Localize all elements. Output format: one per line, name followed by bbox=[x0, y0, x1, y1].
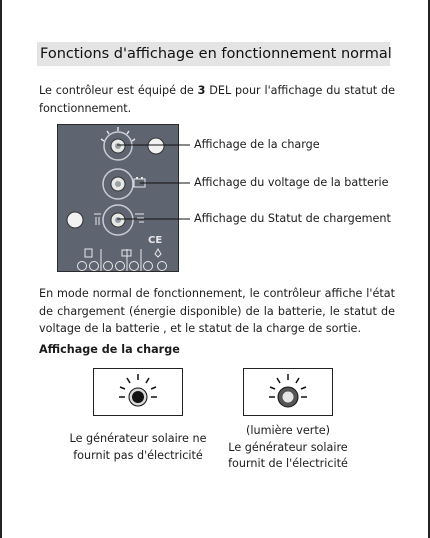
led-green-box bbox=[243, 368, 333, 416]
label-charge: Affichage de la charge bbox=[194, 138, 320, 151]
intro-paragraph bbox=[39, 82, 395, 117]
led-off-icon bbox=[94, 369, 182, 415]
controller-panel-drawing bbox=[58, 125, 180, 273]
section-title bbox=[37, 42, 390, 66]
led-off-caption: Le générateur solaire ne fournit pas d'électricité bbox=[69, 432, 207, 462]
charge-display-heading: Affichage de la charge bbox=[39, 343, 180, 356]
status-led-indicator-icon bbox=[67, 212, 83, 228]
intro-text-start: Le contrôleur est équipé de bbox=[39, 84, 198, 97]
label-charging-status: Affichage du Statut de chargement bbox=[194, 212, 391, 225]
terminal-icons bbox=[85, 249, 161, 257]
section-title-text: Fonctions d'affichage en fonctionnement normal bbox=[40, 46, 392, 62]
led-green-icon bbox=[244, 369, 332, 415]
body-paragraph: En mode normal de fonctionnement, le contrôleur affiche l'état de chargement (énergie disponible) de la batterie, le statut de voltage de la batterie , et le statut de la charge de sortie. bbox=[39, 287, 395, 335]
charge-led-icon bbox=[101, 127, 135, 160]
charge-led-indicator-icon bbox=[148, 138, 164, 154]
controller-panel-image bbox=[57, 124, 179, 272]
page-border-left bbox=[0, 0, 2, 538]
label-battery-voltage: Affichage du voltage de la batterie bbox=[194, 176, 389, 189]
status-led-icon bbox=[94, 205, 144, 235]
ce-mark: CE bbox=[148, 235, 163, 246]
led-green-caption: (lumière verte) Le générateur solaire fournit de l'électricité bbox=[228, 424, 348, 470]
intro-led-count: 3 bbox=[197, 84, 206, 97]
led-off-box bbox=[93, 368, 183, 416]
intro-text-end: DEL pour l'affichage du statut de fonctionnement. bbox=[39, 84, 396, 115]
battery-led-icon bbox=[103, 169, 145, 199]
